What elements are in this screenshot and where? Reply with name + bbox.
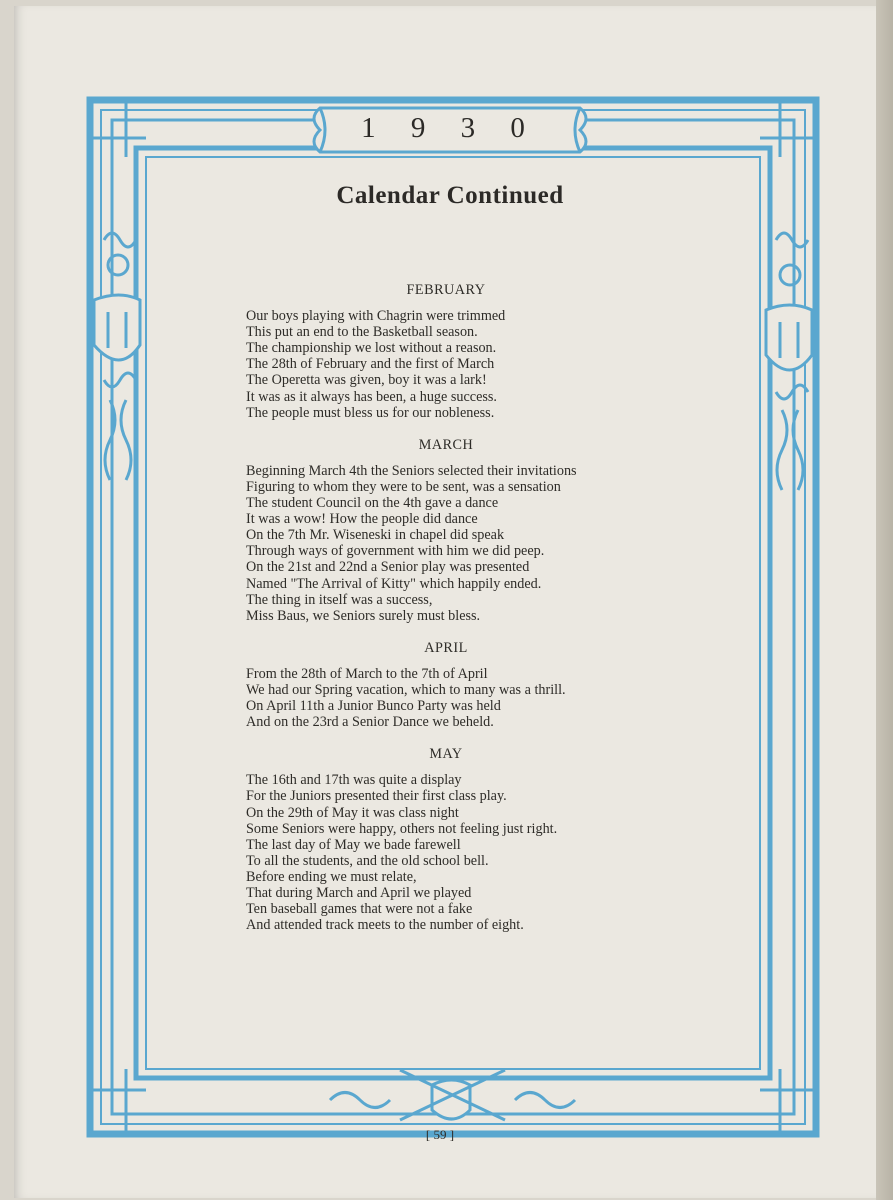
verse-line: On April 11th a Junior Bunco Party was held [246,698,501,715]
verse-line: Figuring to whom they were to be sent, was a sensation [246,478,561,495]
section-march [246,437,746,624]
verse-line: That during March and April we played [246,885,472,901]
month-heading: MAY [429,746,463,763]
verse-line: Ten baseball games that were not a fake [246,901,473,918]
verse-line: And on the 23rd a Senior Dance we beheld. [246,714,494,731]
section-february [246,282,746,421]
month-heading: APRIL [424,639,468,656]
verse-line: It was a wow! How the people did dance [246,511,478,528]
verse-line: Named "The Arrival of Kitty" which happily ended. [246,575,542,592]
verse-line: The Operetta was given, boy it was a lark! [246,372,487,389]
verse-line: On the 21st and 22nd a Senior play was presented [246,559,530,576]
verse-line: Some Seniors were happy, others not feeling just right. [246,820,558,837]
verse-line: Miss Baus, we Seniors surely must bless. [246,607,481,624]
verse-line: On the 29th of May it was class night [246,804,459,821]
verse-line: Before ending we must relate, [246,868,417,885]
verse-line: The last day of May we bade farewell [246,836,461,853]
verse-line: It was as it always has been, a huge success. [246,388,497,405]
verse-line: The 16th and 17th was quite a display [246,772,462,789]
verse-line: And attended track meets to the number of eight. [246,917,524,934]
verse-line: The 28th of February and the first of March [246,356,495,373]
verse-line: The thing in itself was a success, [246,591,433,608]
verse-line: We had our Spring vacation, which to many was a thrill. [246,681,566,698]
page-number: [ 59 ] [425,1127,455,1142]
verse-line: For the Juniors presented their first class play. [246,788,507,805]
verse-line: The championship we lost without a reason. [246,340,497,357]
year-heading: 1 9 3 0 [361,112,539,144]
month-heading: MARCH [418,436,474,453]
page-title: Calendar Continued [336,182,564,209]
verse-line: The student Council on the 4th gave a dance [246,495,499,512]
verse-line: The people must bless us for our nobleness. [246,404,495,421]
verse-line: Through ways of government with him we did peep. [246,543,545,560]
month-heading: FEBRUARY [406,282,486,298]
verse-line: This put an end to the Basketball season. [246,324,478,341]
verse-line: To all the students, and the old school bell. [246,852,489,869]
verse-line: Beginning March 4th the Seniors selected their invitations [246,462,577,479]
section-april [246,640,746,730]
verse-line: From the 28th of March to the 7th of April [246,665,488,682]
calendar-content [246,282,746,949]
verse-line: On the 7th Mr. Wiseneski in chapel did speak [246,527,505,544]
section-may [246,746,746,933]
verse-line: Our boys playing with Chagrin were trimmed [246,308,506,325]
